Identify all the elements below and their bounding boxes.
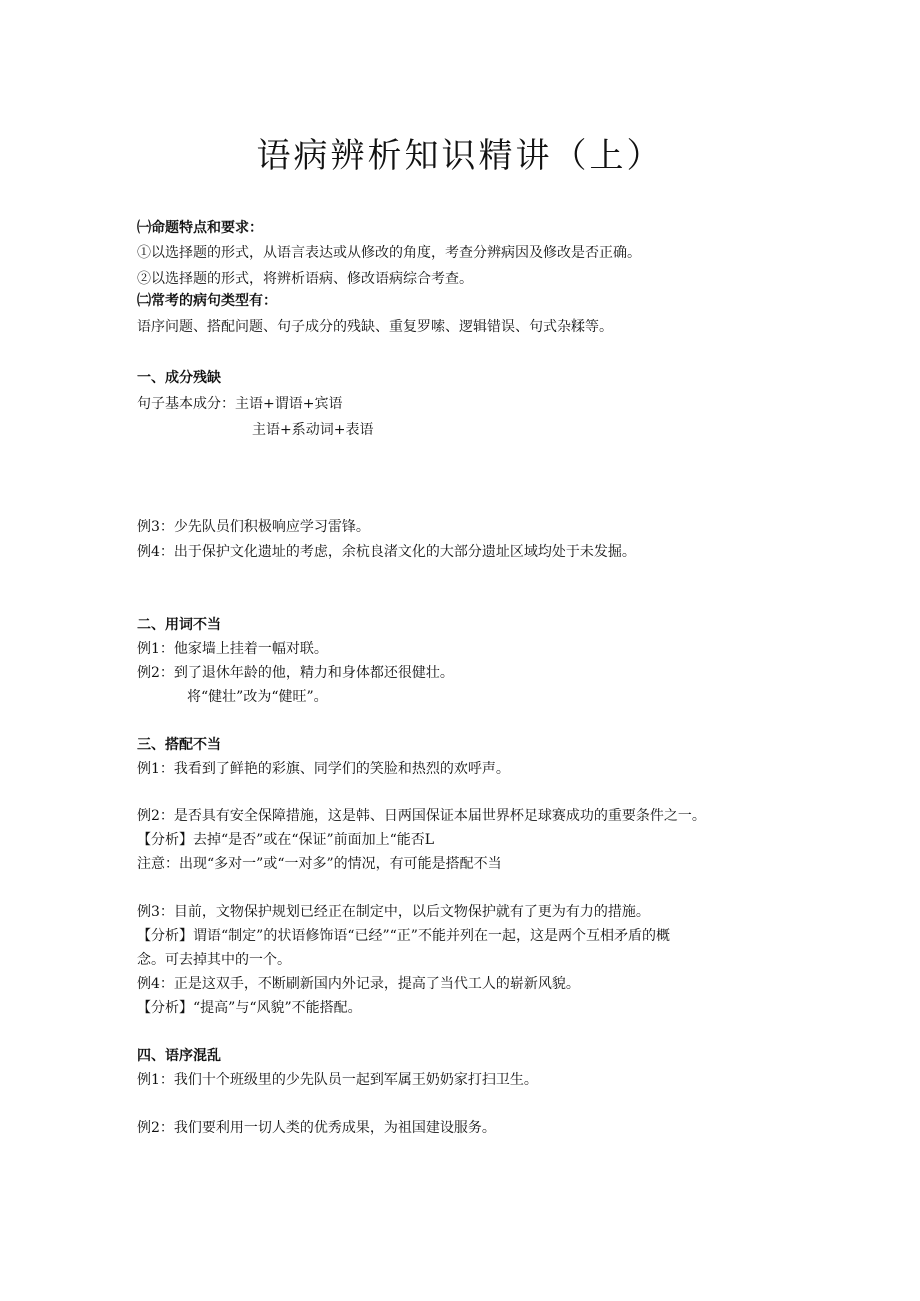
intro-point-2: ②以选择题的形式，将辨析语病、修改语病综合考查。	[137, 271, 473, 287]
section2-example-1: 例1：他家墙上挂着一幅对联。	[137, 641, 328, 657]
section3-example-2: 例2：是否具有安全保障措施，这是韩、日两国保证本届世界杯足球赛成功的重要条件之一。	[137, 808, 706, 824]
section3-example-4: 例4：正是这双手，不断刷新国内外记录，提高了当代工人的崭新风貌。	[137, 976, 580, 992]
intro-types: 语序问题、搭配问题、句子成分的残缺、重复罗嗦、逻辑错误、句式杂糅等。	[137, 319, 613, 335]
intro-heading-2: ㈡常考的病句类型有：	[137, 293, 277, 309]
section3-example-3-analysis-b: 念。可去掉其中的一个。	[137, 952, 291, 968]
section3-heading: 三、搭配不当	[137, 737, 221, 753]
intro-heading-1: ㈠命题特点和要求：	[137, 220, 263, 236]
section1-basic-2: 主语+系动词+表语	[252, 422, 374, 438]
section1-example-4: 例4：出于保护文化遗址的考虑，余杭良渚文化的大部分遗址区域均处于未发掘。	[137, 544, 636, 560]
section4-example-1: 例1：我们十个班级里的少先队员一起到军属王奶奶家打扫卫生。	[137, 1072, 538, 1088]
section1-heading: 一、成分残缺	[137, 370, 221, 386]
section3-example-3: 例3：目前，文物保护规划已经正在制定中，以后文物保护就有了更为有力的措施。	[137, 904, 650, 920]
section3-example-1: 例1：我看到了鲜艳的彩旗、同学们的笑脸和热烈的欢呼声。	[137, 761, 510, 777]
page-title: 语病辨析知识精讲（上）	[256, 136, 664, 176]
section2-fix: 将“健壮”改为“健旺”。	[187, 689, 328, 705]
section4-heading: 四、语序混乱	[137, 1048, 221, 1064]
section2-heading: 二、用词不当	[137, 617, 221, 633]
section2-example-2: 例2：到了退休年龄的他，精力和身体都还很健壮。	[137, 665, 454, 681]
section3-example-4-analysis: 【分析】“提高”与“风貌”不能搭配。	[137, 1000, 362, 1016]
section4-example-2: 例2：我们要利用一切人类的优秀成果，为祖国建设服务。	[137, 1120, 496, 1136]
section3-example-3-analysis-a: 【分析】谓语“制定”的状语修饰语“已经”“正”不能并列在一起，这是两个互相矛盾的概	[137, 928, 670, 944]
section1-example-3: 例3：少先队员们积极响应学习雷锋。	[137, 519, 370, 535]
intro-point-1: ①以选择题的形式，从语言表达或从修改的角度，考查分辨病因及修改是否正确。	[137, 245, 641, 261]
section3-note: 注意：出现“多对一”或“一对多”的情况，有可能是搭配不当	[137, 856, 502, 872]
section1-basic: 句子基本成分：主语+谓语+宾语	[137, 396, 343, 412]
section3-example-2-analysis: 【分析】去掉“是否”或在“保证”前面加上“能否L	[137, 832, 435, 848]
